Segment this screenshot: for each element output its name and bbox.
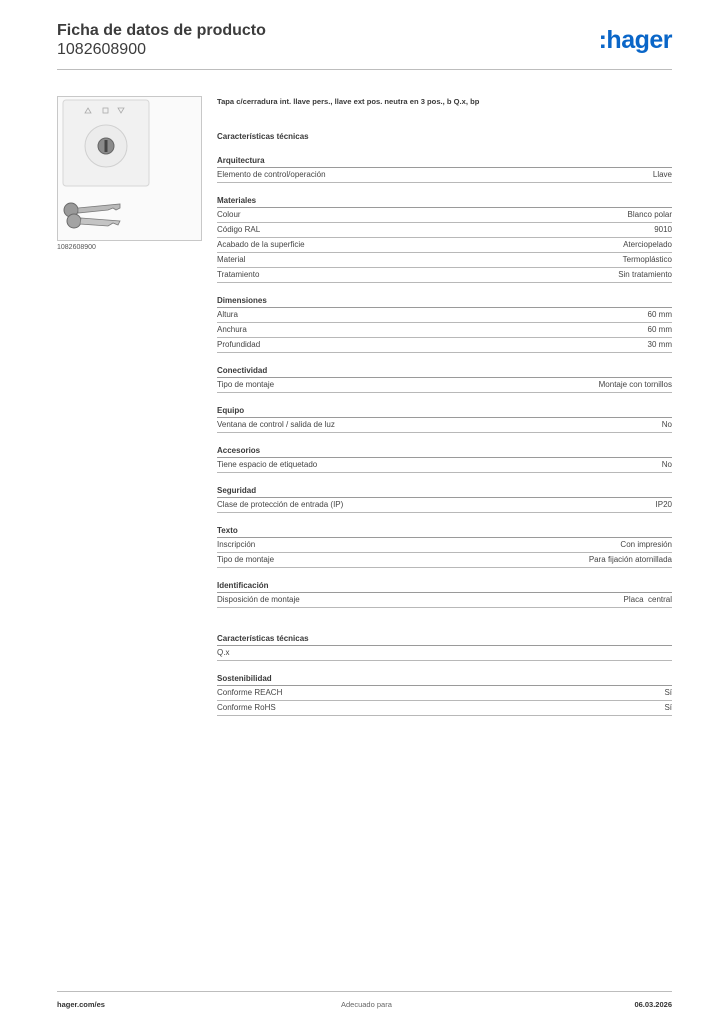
row-value: No: [661, 460, 672, 469]
section-text-title: Texto: [217, 523, 672, 538]
row-label: Tipo de montaje: [217, 555, 275, 564]
table-row: [217, 338, 672, 353]
row-label: Conforme REACH: [217, 688, 283, 697]
row-label: Colour: [217, 210, 241, 219]
row-value: No: [661, 420, 672, 429]
section-dimensions-title: Dimensiones: [217, 293, 672, 308]
row-label: Código RAL: [217, 225, 261, 234]
product-description: Tapa c/cerradura int. llave pers., llave ext pos. neutra en 3 pos., b Q.x, bp: [217, 97, 480, 106]
row-value: Montaje con tornillos: [598, 380, 672, 389]
table-row: [217, 686, 672, 701]
header: [57, 20, 672, 70]
row-value: Con impresión: [620, 540, 672, 549]
section-identification-title: Identificación: [217, 578, 672, 593]
section-security-title: Seguridad: [217, 483, 672, 498]
row-label: Altura: [217, 310, 238, 319]
table-row: [217, 418, 672, 433]
footer-date: 06.03.2026: [634, 1000, 672, 1009]
table-row: [217, 553, 672, 568]
row-label: Tratamiento: [217, 270, 260, 279]
row-value: Aterciopelado: [623, 240, 672, 249]
row-value: Termoplástico: [622, 255, 672, 264]
table-row: [217, 458, 672, 473]
hager-logo: :hager: [598, 26, 672, 54]
row-value: Para fijación atornillada: [588, 555, 672, 564]
row-value: Sin tratamiento: [618, 270, 672, 279]
row-value: 30 mm: [647, 340, 672, 349]
table-row: [217, 238, 672, 253]
table-row: [217, 268, 672, 283]
row-label: Ventana de control / salida de luz: [217, 420, 335, 429]
table-row: [217, 701, 672, 716]
section-architecture-title: Arquitectura: [217, 153, 672, 168]
table-row: [217, 323, 672, 338]
section-sustainability-title: Sostenibilidad: [217, 671, 672, 686]
row-label: Inscripción: [217, 540, 256, 549]
row-label: Conforme RoHS: [217, 703, 276, 712]
product-content: [217, 96, 672, 716]
table-row: [217, 253, 672, 268]
table-row: [217, 646, 672, 661]
image-caption: 1082608900: [57, 244, 96, 251]
page-title: Ficha de datos de producto: [57, 22, 266, 39]
row-label: Clase de protección de entrada (IP): [217, 500, 344, 509]
row-value: Llave: [652, 170, 672, 179]
row-label: Tipo de montaje: [217, 380, 275, 389]
product-image: [57, 96, 202, 241]
row-label: Profundidad: [217, 340, 261, 349]
table-row: [217, 208, 672, 223]
product-number: 1082608900: [57, 41, 146, 58]
section-tech-title: Características técnicas: [217, 132, 309, 141]
row-value: Sí: [664, 703, 672, 712]
section-tech2-title: Características técnicas: [217, 631, 672, 646]
section-equipment-title: Equipo: [217, 403, 672, 418]
table-row: [217, 308, 672, 323]
row-label: Anchura: [217, 325, 247, 334]
row-value: IP20: [655, 500, 672, 509]
table-row: [217, 168, 672, 183]
keys-illustration: [64, 203, 120, 228]
row-label: Disposición de montaje: [217, 595, 300, 604]
section-connectivity-title: Conectividad: [217, 363, 672, 378]
row-value: Placa central: [623, 595, 672, 604]
row-value: 9010: [654, 225, 672, 234]
row-value: Blanco polar: [627, 210, 672, 219]
table-row: [217, 498, 672, 513]
row-label: Material: [217, 255, 246, 264]
row-label: Tiene espacio de etiquetado: [217, 460, 318, 469]
row-label: Acabado de la superficie: [217, 240, 305, 249]
footer: [57, 991, 672, 1012]
section-accessories-title: Accesorios: [217, 443, 672, 458]
row-label: Elemento de control/operación: [217, 170, 326, 179]
footer-suitable-for: Adecuado para: [341, 1000, 392, 1009]
row-value: 60 mm: [647, 310, 672, 319]
footer-website-link[interactable]: hager.com/es: [57, 1000, 105, 1009]
table-row: [217, 223, 672, 238]
row-label: Q.x: [217, 648, 230, 657]
key-switch-cover-illustration: [58, 97, 201, 240]
table-row: [217, 538, 672, 553]
row-value: 60 mm: [647, 325, 672, 334]
section-materials-title: Materiales: [217, 193, 672, 208]
row-value: Sí: [664, 688, 672, 697]
table-row: [217, 593, 672, 608]
table-row: [217, 378, 672, 393]
